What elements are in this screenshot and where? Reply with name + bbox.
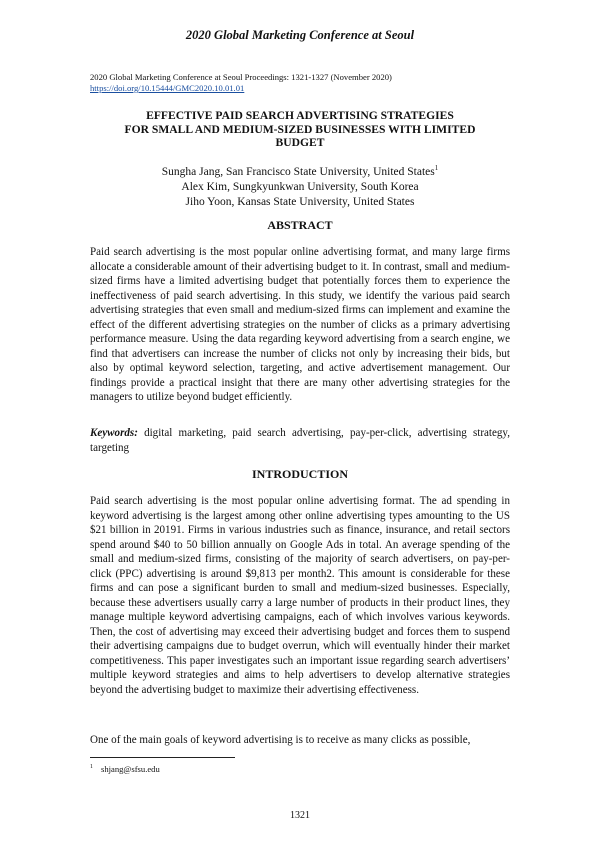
author-line: Jiho Yoon, Kansas State University, United States	[185, 195, 415, 208]
keywords-label: Keywords:	[90, 427, 138, 439]
footnote-divider	[90, 757, 235, 758]
proceedings-citation: 2020 Global Marketing Conference at Seoul Proceedings: 1321-1327 (November 2020)	[90, 72, 392, 82]
author-list	[90, 161, 510, 210]
footnote-marker: 1	[434, 164, 439, 172]
introduction-paragraph: Paid search advertising is the most popular online advertising format. The ad spending in keyword advertising is the largest among other online advertising types amounting to the US $21 billion in 20191. Firms in various industries such as finance, insurance, and retail sectors spend around $40 to 50 billion annually on Google Ads in total. An average spending of the small and medium-sized firms, consisting of the majority of search advertisers, on pay-per-click (PPC) advertising is around $9,813 per month2. This amount is considerable for these firms and can pose a significant burden to small and medium-sized businesses. Especially, because these advertisers usually carry a large number of products in their product lines, they manage multiple keyword advertising campaigns, each of which involves various keywords. Then, the cost of advertising may exceed their advertising budget and forces them to suspend their advertising campaigns due to budget overrun, which will eventually hinder their market competitiveness. This paper investigates such an important issue regarding search advertisers’ multiple keyword strategies and aims to help advertisers to develop alternative strategies beyond the advertising budget to maximize their advertising effectiveness.	[90, 495, 510, 696]
footnote-email: shjang@sfsu.edu	[101, 764, 160, 774]
paper-title	[100, 109, 500, 150]
introduction-paragraph-2: One of the main goals of keyword advertising is to receive as many clicks as possible,	[90, 734, 471, 746]
footnote	[90, 764, 160, 774]
author-line: Alex Kim, Sungkyunkwan University, South Korea	[181, 180, 419, 193]
page-number: 1321	[290, 810, 310, 821]
doi-link[interactable]: https://doi.org/10.15444/GMC2020.10.01.01	[90, 83, 245, 93]
title-line: FOR SMALL AND MEDIUM-SIZED BUSINESSES WITH LIMITED	[124, 122, 476, 136]
abstract-heading: ABSTRACT	[267, 218, 333, 232]
title-line: EFFECTIVE PAID SEARCH ADVERTISING STRATEGIES	[146, 109, 454, 122]
proceedings-info	[90, 72, 520, 94]
title-line: BUDGET	[275, 136, 325, 149]
keywords-text: digital marketing, paid search advertising, pay-per-click, advertising strategy, targeting	[90, 427, 510, 454]
conference-header: 2020 Global Marketing Conference at Seoul	[185, 28, 415, 42]
footnote-marker: 1	[90, 764, 93, 771]
introduction-heading: INTRODUCTION	[251, 467, 348, 481]
author-line	[90, 161, 510, 180]
abstract-body: Paid search advertising is the most popular online advertising format, and many large firms allocate a considerable amount of their advertising budget to it. In contrast, small and medium-sized firms have a limited advertising budget that potentially forces them to experience the ineffectiveness of paid search advertising. In this study, we identify the various paid search advertising strategies that even small and medium-sized firms can implement and examine the effect of the different advertising strategies on the number of clicks as a primary advertising performance measure. Using the data regarding keyword advertising from a search engine, we find that advertisers can increase the number of clicks not only by increasing their bids, but also by optimal keyword selection, targeting, and active advertisement management. Our findings provide a practical insight that there are many other advertising strategies for the managers to utilize beyond budget efficiently.	[90, 246, 510, 403]
keywords-paragraph	[90, 426, 510, 455]
author-text: Sungha Jang, San Francisco State University, United States	[161, 165, 435, 178]
